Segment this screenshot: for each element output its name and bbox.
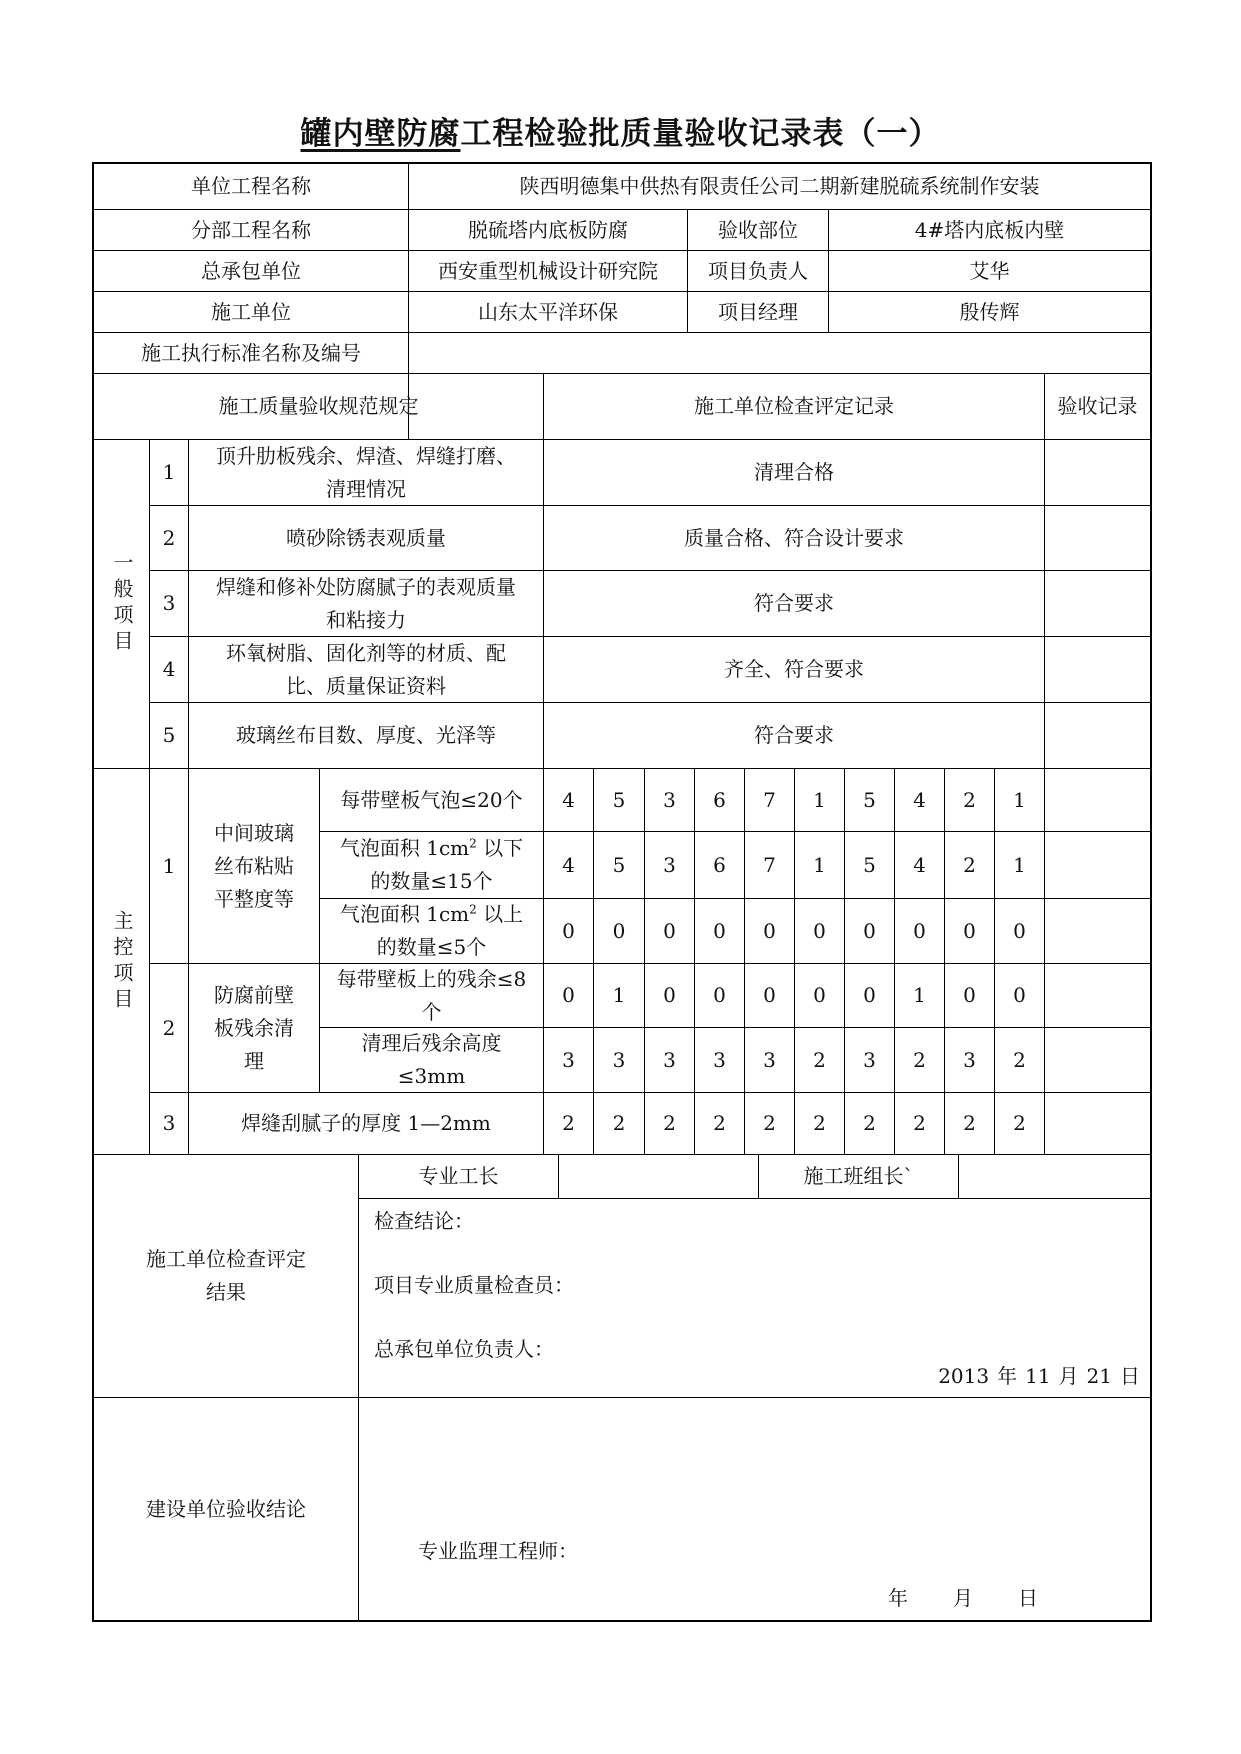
general-item-spec: 玻璃丝布目数、厚度、光泽等 [236, 723, 496, 747]
inspection-form [92, 162, 1152, 1622]
sub-project-label: 分部工程名称 [191, 217, 311, 242]
value-cell: 2 [963, 852, 976, 877]
rule [1044, 373, 1045, 1154]
value-cell: 2 [713, 1111, 726, 1135]
owner-day-unit: 日 [1018, 1585, 1038, 1610]
value-cell: 4 [913, 852, 926, 877]
day-unit: 日 [1120, 1363, 1140, 1388]
foreman-signature[interactable] [559, 1155, 758, 1198]
value-cell: 3 [663, 787, 676, 812]
value-cell: 2 [1013, 1111, 1026, 1135]
value-cell: 0 [663, 918, 676, 943]
criterion: 每带壁板上的残余≤8个 [336, 966, 527, 1024]
general-item-no: 2 [162, 525, 176, 550]
main-item-no: 2 [162, 1015, 176, 1040]
acceptance-part-label: 验收部位 [718, 217, 798, 242]
main-item-name: 防腐前壁板残余清理 [214, 982, 294, 1073]
value-cell: 5 [612, 787, 626, 812]
value-cell: 0 [913, 918, 926, 943]
value-cell: 6 [713, 787, 726, 812]
value-cell: 2 [763, 1111, 776, 1135]
value-cell: 0 [713, 918, 726, 943]
acceptance-part-value: 4#塔内底板内壁 [914, 217, 1065, 242]
foreman-label: 专业工长 [418, 1164, 499, 1188]
accept-column-header: 验收记录 [1057, 394, 1138, 418]
value-cell: 1 [1013, 787, 1026, 812]
evaluation-date [794, 1359, 1144, 1393]
value-cell: 0 [713, 983, 726, 1007]
value-cell: 0 [562, 983, 575, 1007]
gc-leader-label: 总承包单位负责人： [374, 1336, 554, 1361]
criterion: 每带壁板气泡≤20个 [340, 787, 523, 812]
general-item-no: 5 [162, 723, 176, 747]
general-items-label: 一般项目 [110, 552, 134, 656]
general-item-no: 3 [162, 591, 176, 615]
owner-month-unit: 月 [953, 1585, 973, 1610]
inspector-label: 项目专业质量检查员： [374, 1272, 574, 1297]
value-cell: 7 [763, 787, 776, 812]
team-leader-signature[interactable] [959, 1155, 1150, 1198]
main-item-name: 焊缝刮腻子的厚度 1—2mm [241, 1111, 491, 1135]
value-cell: 4 [913, 787, 926, 812]
value-cell: 2 [813, 1111, 826, 1135]
general-item-spec: 焊缝和修补处防腐腻子的表观质量和粘接力 [216, 574, 516, 632]
value-cell: 3 [713, 1047, 726, 1072]
general-item-no: 1 [162, 460, 176, 484]
general-item-spec: 顶升肋板残余、焊渣、焊缝打磨、清理情况 [216, 443, 516, 501]
value-cell: 2 [562, 1111, 575, 1135]
project-leader-label: 项目负责人 [708, 258, 808, 283]
value-cell: 0 [863, 983, 876, 1007]
value-cell: 0 [763, 918, 776, 943]
date-day: 21 [1086, 1363, 1112, 1388]
value-cell: 3 [863, 1047, 876, 1072]
unit-project-value: 陕西明德集中供热有限责任公司二期新建脱硫系统制作安装 [519, 174, 1040, 198]
general-item-result: 符合要求 [754, 723, 834, 747]
rule [358, 1198, 1150, 1199]
general-item-result: 齐全、符合要求 [724, 657, 864, 681]
criterion: 气泡面积 $1cm^2$ 以上的数量≤5个 [339, 902, 524, 959]
value-cell: 1 [913, 983, 926, 1007]
project-leader-value: 艾华 [969, 258, 1010, 283]
value-cell: 3 [663, 852, 676, 877]
value-cell: 1 [813, 787, 826, 812]
value-cell: 2 [813, 1047, 826, 1072]
rule [358, 1154, 359, 1620]
date-year: 2013 [938, 1363, 990, 1388]
general-item-spec: 环氧树脂、固化剂等的材质、配比、质量保证资料 [226, 640, 506, 698]
project-manager-value: 殷传辉 [959, 299, 1020, 324]
standard-value [409, 333, 1150, 373]
value-cell: 2 [913, 1111, 926, 1135]
value-cell: 4 [562, 852, 575, 877]
general-contractor-value: 西安重型机械设计研究院 [438, 258, 658, 283]
main-item-no: 1 [162, 853, 176, 878]
page-title [0, 108, 1241, 153]
criterion: 气泡面积 $1cm^2$ 以下的数量≤15个 [339, 836, 524, 893]
value-cell: 5 [863, 787, 876, 812]
value-cell: 2 [963, 1111, 976, 1135]
value-cell: 0 [663, 983, 676, 1007]
value-cell: 2 [963, 787, 976, 812]
conclusion-label: 检查结论： [374, 1208, 474, 1233]
sub-project-value: 脱硫塔内底板防腐 [468, 217, 628, 242]
value-cell: 0 [963, 983, 976, 1007]
supervisor-label: 专业监理工程师： [418, 1538, 578, 1563]
standard-label: 施工执行标准名称及编号 [141, 340, 361, 365]
year-unit: 年 [997, 1363, 1018, 1388]
main-items-label: 主控项目 [110, 909, 134, 1014]
value-cell: 0 [612, 918, 626, 943]
value-cell: 2 [913, 1047, 926, 1072]
general-item-result: 清理合格 [754, 460, 834, 484]
construction-unit-value: 山东太平洋环保 [478, 299, 618, 324]
month-unit: 月 [1058, 1363, 1079, 1388]
general-contractor-label: 总承包单位 [201, 258, 301, 283]
value-cell: 0 [763, 983, 776, 1007]
value-cell: 1 [612, 983, 626, 1007]
value-cell: 2 [663, 1111, 676, 1135]
value-cell: 0 [1013, 918, 1026, 943]
value-cell: 2 [863, 1111, 876, 1135]
value-cell: 3 [663, 1047, 676, 1072]
value-cell: 7 [763, 852, 776, 877]
title-rest: 工程检验批质量验收记录表（一） [460, 116, 941, 152]
team-leader-label: 施工班组长` [803, 1164, 914, 1188]
value-cell: 0 [562, 918, 575, 943]
value-cell: 0 [1013, 983, 1026, 1007]
general-item-result: 质量合格、符合设计要求 [684, 525, 904, 550]
value-cell: 3 [763, 1047, 776, 1072]
value-cell: 1 [813, 852, 826, 877]
unit-project-label: 单位工程名称 [191, 174, 311, 198]
value-cell: 1 [1013, 852, 1026, 877]
value-cell: 5 [612, 852, 626, 877]
main-item-name: 中间玻璃丝布粘贴平整度等 [214, 820, 294, 911]
value-cell: 0 [813, 983, 826, 1007]
value-cell: 0 [963, 918, 976, 943]
construction-eval-label: 施工单位检查评定结果 [146, 1247, 306, 1304]
date-month: 11 [1025, 1363, 1051, 1388]
value-cell: 0 [813, 918, 826, 943]
title-underlined-part: 罐内壁防腐 [300, 116, 461, 152]
value-cell: 2 [1013, 1047, 1026, 1072]
value-cell: 3 [562, 1047, 575, 1072]
owner-eval-label: 建设单位验收结论 [146, 1496, 306, 1521]
spec-column-header: 施工质量验收规范规定 [218, 394, 419, 418]
main-item-no: 3 [162, 1111, 176, 1135]
general-item-result: 符合要求 [754, 591, 834, 615]
value-cell: 5 [863, 852, 876, 877]
project-manager-label: 项目经理 [718, 299, 798, 324]
value-cell: 3 [612, 1047, 626, 1072]
value-cell: 3 [963, 1047, 976, 1072]
value-cell: 4 [562, 787, 575, 812]
general-item-spec: 喷砂除锈表观质量 [286, 525, 446, 550]
value-cell: 6 [713, 852, 726, 877]
owner-year-unit: 年 [888, 1585, 908, 1610]
value-cell: 0 [863, 918, 876, 943]
value-cell: 2 [612, 1111, 626, 1135]
construction-unit-label: 施工单位 [211, 299, 291, 324]
general-item-no: 4 [162, 657, 176, 681]
check-column-header: 施工单位检查评定记录 [694, 394, 894, 418]
criterion: 清理后残余高度≤3mm [361, 1031, 502, 1088]
